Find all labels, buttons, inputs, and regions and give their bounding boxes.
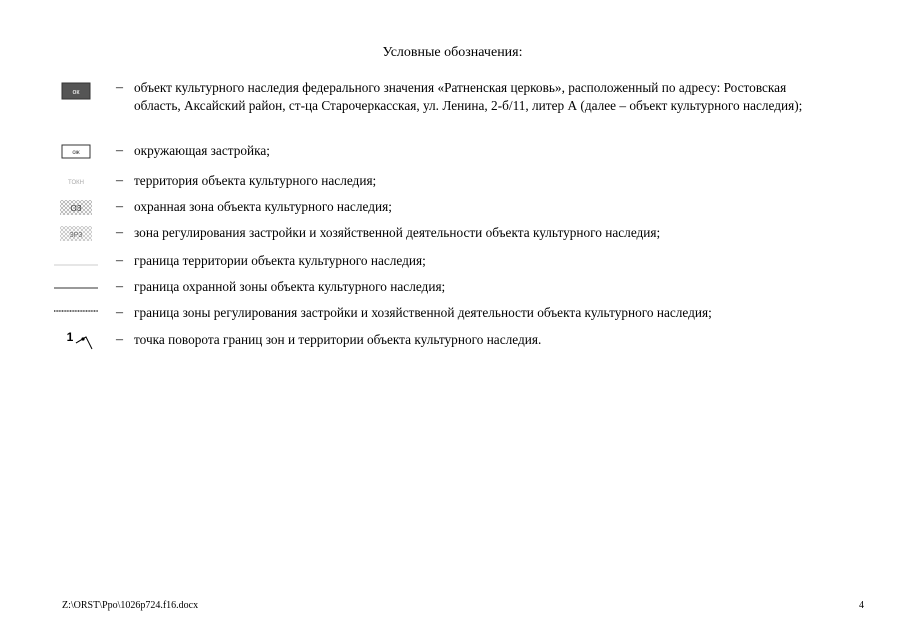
legend-text-heritage-territory: территория объекта культурного наследия; — [134, 173, 377, 188]
heritage-territory-symbol-label: ТОКН — [68, 180, 84, 186]
surrounding-buildings-symbol-label: ож — [72, 150, 80, 156]
heritage-object-symbol — [52, 81, 100, 101]
surrounding-buildings-symbol — [52, 142, 100, 162]
legend-text-turning-point: точка поворота границ зон и территории объекта культурного наследия. — [134, 332, 542, 347]
protection-zone-symbol — [52, 198, 100, 218]
legend-dash: – — [116, 279, 123, 294]
regulation-zone-symbol-label: ЗРЗ — [69, 232, 83, 239]
turning-point-symbol — [52, 329, 100, 357]
legend-dash: – — [116, 253, 123, 268]
legend-text-regulation-zone: зона регулирования застройки и хозяйственной деятельности объекта культурного наследия; — [134, 225, 661, 240]
legend-title: Условные обозначения: — [382, 45, 523, 60]
legend-text-heritage-object: объект культурного наследия федерального значения «Ратненская церковь», расположенный по адресу: Ростовская область, Аксайский район, ст-ца Старочеркасская, ул. Ленина, 2-б/11, литер А (далее – объект культурного наследия); — [134, 80, 803, 113]
legend-text-protection-zone: охранная зона объекта культурного наследия; — [134, 199, 392, 214]
legend-text-regulation-boundary: граница зоны регулирования застройки и хозяйственной деятельности объекта культурного наследия; — [134, 305, 712, 320]
territory-boundary-line — [52, 252, 100, 272]
legend-dash: – — [116, 143, 123, 158]
turning-point-number: 1 — [66, 330, 74, 344]
regulation-boundary-line — [52, 304, 100, 324]
legend-dash: – — [116, 80, 123, 95]
legend-dash: – — [116, 305, 123, 320]
protection-zone-symbol-label: ОЗ — [70, 204, 82, 213]
protection-boundary-line — [52, 278, 100, 298]
legend-dash: – — [116, 225, 123, 240]
legend-dash: – — [116, 332, 123, 347]
footer-file-path: Z:\ORST\Ppo\1026p724.f16.docx — [62, 600, 199, 611]
footer-page-number: 4 — [859, 600, 864, 611]
legend-text-protection-boundary: граница охранной зоны объекта культурного наследия; — [134, 279, 446, 294]
legend-text-surrounding-buildings: окружающая застройка; — [134, 143, 270, 158]
legend-dash: – — [116, 199, 123, 214]
heritage-object-symbol-label: ок — [72, 89, 80, 96]
regulation-zone-symbol — [52, 224, 100, 244]
legend-dash: – — [116, 173, 123, 188]
legend-text-territory-boundary: граница территории объекта культурного наследия; — [134, 253, 426, 268]
heritage-territory-symbol — [52, 172, 100, 192]
